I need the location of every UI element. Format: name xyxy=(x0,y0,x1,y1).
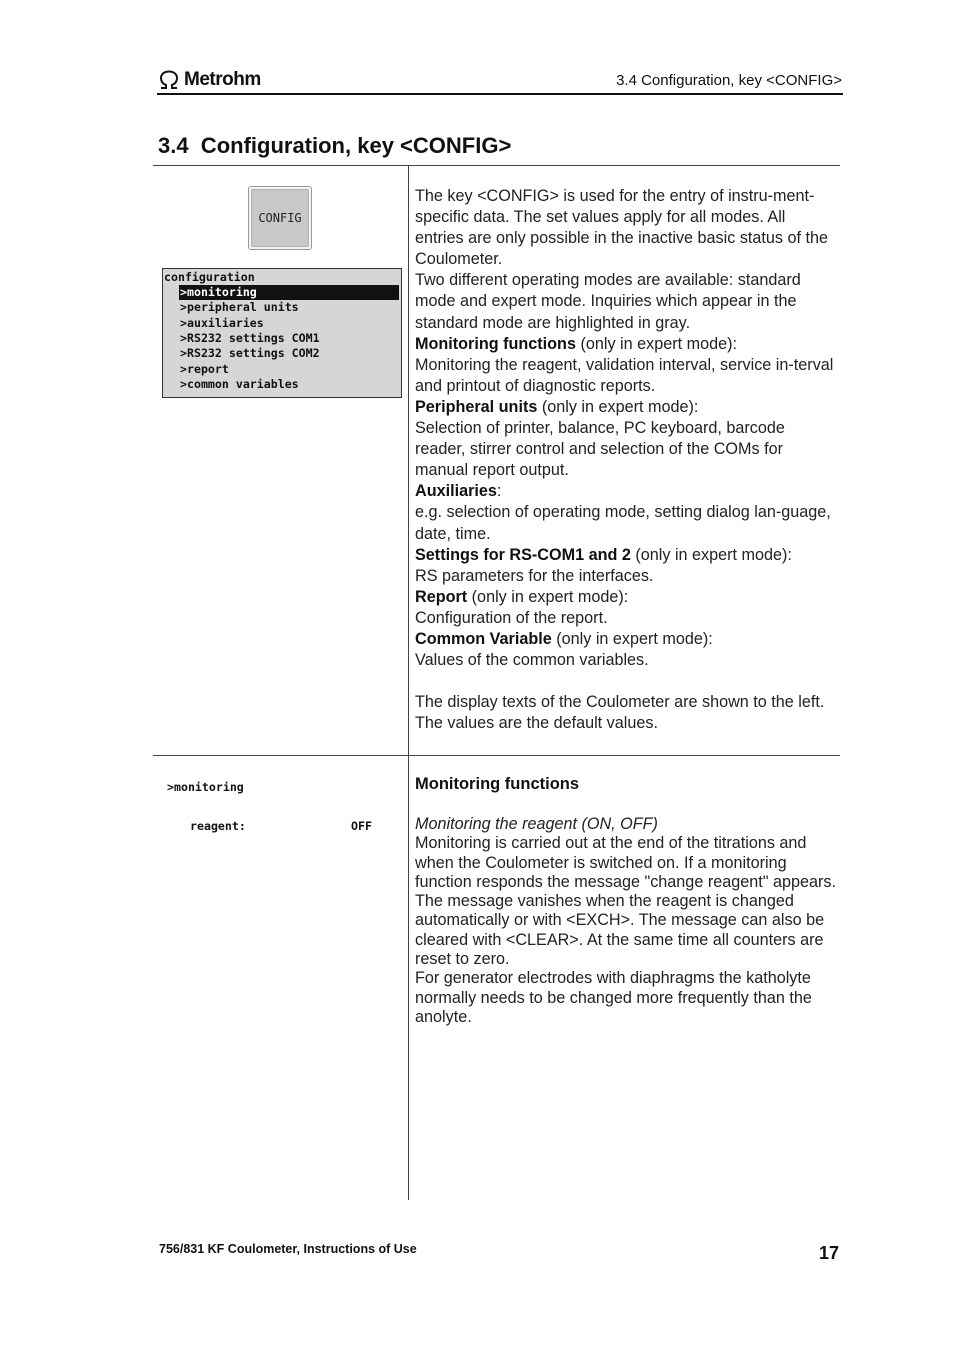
footer-document-title: 756/831 KF Coulometer, Instructions of Use xyxy=(159,1242,417,1256)
display-item-common-variables: >common variables xyxy=(180,376,299,391)
item-monitoring-heading: Monitoring functions (only in expert mode): xyxy=(415,334,737,353)
monitoring-heading: Monitoring functions xyxy=(415,775,580,793)
monitoring-paragraph-2: For generator electrodes with diaphragms the katholyte normally needs to be changed more frequently than the anolyte. xyxy=(415,969,812,1026)
display-item-report: >report xyxy=(180,361,229,376)
intro-paragraph-1: The key <CONFIG> is used for the entry of instru-ment-specific data. The set values apply for all modes. All entries are only possible in the inactive basic status of the Coulometer. xyxy=(415,187,829,269)
reagent-value: OFF xyxy=(351,819,372,833)
monitoring-description xyxy=(415,815,840,1027)
metrohm-logo xyxy=(158,68,261,92)
brand-name: Metrohm xyxy=(184,69,261,90)
closing-paragraph: The display texts of the Coulometer are shown to the left. The values are the default values. xyxy=(415,693,825,733)
config-key-face: CONFIG xyxy=(251,189,309,247)
item-rs-com-heading: Settings for RS-COM1 and 2 (only in expert mode): xyxy=(415,545,792,564)
item-common-variable-text: Values of the common variables. xyxy=(415,651,649,670)
item-report-text: Configuration of the report. xyxy=(415,608,608,627)
item-monitoring-text: Monitoring the reagent, validation interval, service in-terval and printout of diagnostic reports. xyxy=(415,355,834,395)
display-item-monitoring: >monitoring xyxy=(179,285,399,300)
config-key xyxy=(248,186,312,250)
monitoring-subheading: Monitoring the reagent (ON, OFF) xyxy=(415,815,658,833)
config-description xyxy=(415,186,835,734)
display-item-peripheral-units: >peripheral units xyxy=(180,300,299,315)
display-item-auxiliaries: >auxiliaries xyxy=(180,315,264,330)
item-report-heading: Report (only in expert mode): xyxy=(415,587,629,606)
item-peripheral-heading: Peripheral units (only in expert mode): xyxy=(415,397,699,416)
reagent-label: reagent: xyxy=(190,819,246,833)
display-item-rs232-com2: >RS232 settings COM2 xyxy=(180,346,320,361)
spacer xyxy=(415,671,835,692)
section-title: 3.4 Configuration, key <CONFIG> xyxy=(158,133,512,158)
header-rule xyxy=(157,93,843,95)
display-screen xyxy=(162,268,402,398)
column-divider xyxy=(408,166,409,1200)
item-peripheral-text: Selection of printer, balance, PC keyboard, barcode reader, stirrer control and selection of the COMs for manual report output. xyxy=(415,419,785,480)
section-rule xyxy=(153,165,840,166)
monitoring-menu-label: >monitoring xyxy=(167,780,244,794)
display-title: configuration xyxy=(164,270,255,284)
item-common-variable-heading: Common Variable (only in expert mode): xyxy=(415,629,713,648)
item-rs-com-text: RS parameters for the interfaces. xyxy=(415,566,654,585)
monitoring-paragraph-1: Monitoring is carried out at the end of the titrations and when the Coulometer is switched on. If a monitoring function responds the message "change reagent" appears. The message vanishes when the reagent is changed automatically or with <EXCH>. The message can also be cleared with <CLEAR>. At the same time all counters are reset to zero. xyxy=(415,834,836,969)
omega-icon xyxy=(158,70,180,90)
intro-paragraph-2: Two different operating modes are available: standard mode and expert mode. Inquiries which appear in the standard mode are highlighted in gray. xyxy=(415,271,801,332)
header-section-ref: 3.4 Configuration, key <CONFIG> xyxy=(616,72,842,89)
display-item-rs232-com1: >RS232 settings COM1 xyxy=(180,330,320,345)
section-divider xyxy=(153,755,840,756)
item-auxiliaries-heading: Auxiliaries: xyxy=(415,482,502,501)
item-auxiliaries-text: e.g. selection of operating mode, setting dialog lan-guage, date, time. xyxy=(415,503,831,543)
page-number: 17 xyxy=(819,1243,840,1263)
